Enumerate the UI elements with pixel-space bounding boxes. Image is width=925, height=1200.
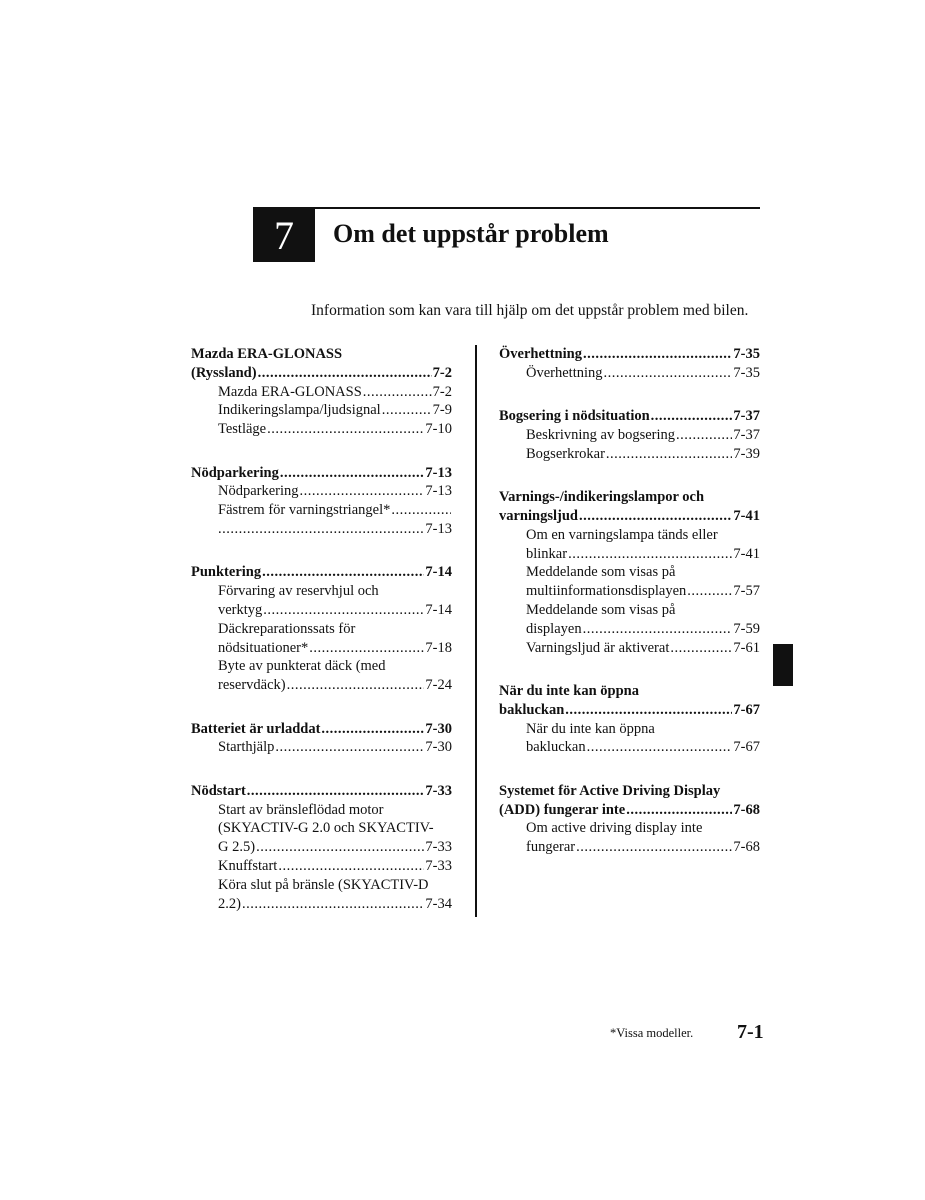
toc-section-baklucka bbox=[499, 682, 760, 757]
toc-right-column bbox=[499, 345, 760, 857]
toc-page-ref: 7-41 bbox=[733, 507, 760, 524]
toc-page-ref: 7-2 bbox=[432, 383, 452, 400]
toc-page-ref: 7-35 bbox=[733, 346, 760, 362]
toc-heading[interactable]: Mazda ERA-GLONASS bbox=[191, 346, 343, 362]
toc-heading-text: Nödstart bbox=[191, 782, 246, 799]
toc-entry-text: reservdäck) bbox=[218, 677, 286, 694]
toc-page-ref: 7-33 bbox=[425, 782, 452, 799]
toc-section-varningslampor bbox=[499, 488, 760, 657]
chapter-title: Om det uppstår problem bbox=[333, 219, 609, 248]
toc-page-ref: 7-30 bbox=[425, 720, 452, 737]
chapter-thumb-tab bbox=[773, 644, 793, 686]
toc-heading-text: Bogsering i nödsituation bbox=[499, 408, 650, 425]
toc-entry-text[interactable]: Om en varningslampa tänds eller bbox=[526, 526, 718, 543]
toc-entry-text: Bogserkrokar bbox=[526, 445, 605, 462]
toc-section-batteri bbox=[191, 720, 452, 758]
toc-entry[interactable] bbox=[191, 501, 452, 520]
toc-heading-text: bakluckan bbox=[499, 701, 565, 718]
toc-page-ref: 7-24 bbox=[425, 677, 452, 694]
toc-entry-text[interactable]: När du inte kan öppna bbox=[526, 720, 655, 737]
toc-entry-text: 2.2) bbox=[218, 895, 241, 912]
toc-entry-text[interactable]: Köra slut på bränsle (SKYACTIV-D bbox=[218, 876, 429, 893]
toc-entry-text: Testläge bbox=[218, 421, 267, 438]
toc-page-ref: 7-30 bbox=[425, 739, 452, 756]
toc-heading-text: Överhettning bbox=[499, 346, 582, 362]
toc-heading-text: Nödparkering bbox=[191, 464, 279, 481]
toc-entry-text: Nödparkering bbox=[218, 483, 299, 500]
toc-entry-text: Beskrivning av bogsering bbox=[526, 426, 676, 443]
toc-heading-text: (Ryssland) bbox=[191, 364, 257, 381]
toc-entry[interactable] bbox=[191, 895, 452, 914]
toc-heading-entry[interactable] bbox=[499, 345, 760, 364]
toc-entry-text: Varningsljud är aktiverat bbox=[526, 639, 670, 656]
toc-entry[interactable] bbox=[191, 838, 452, 857]
toc-entry-text: Indikeringslampa/ljudsignal bbox=[218, 402, 381, 419]
toc-entry-text: Överhettning bbox=[526, 364, 603, 381]
toc-entry-text: nödsituationer* bbox=[218, 639, 309, 656]
toc-entry[interactable] bbox=[191, 639, 452, 658]
toc-entry-text: Fästrem för varningstriangel* bbox=[218, 502, 391, 519]
toc-entry-text[interactable]: Förvaring av reservhjul och bbox=[218, 583, 379, 600]
toc-heading-entry[interactable] bbox=[499, 701, 760, 720]
toc-heading-entry[interactable] bbox=[191, 464, 452, 483]
toc-page-ref: 7-39 bbox=[733, 445, 760, 462]
toc-entry-text: verktyg bbox=[218, 601, 263, 618]
toc-entry-text: Mazda ERA-GLONASS bbox=[218, 383, 362, 400]
toc-entry[interactable] bbox=[499, 582, 760, 601]
toc-heading[interactable]: Varnings-/indikeringslampor och bbox=[499, 489, 705, 506]
toc-entry[interactable] bbox=[499, 639, 760, 658]
toc-heading-entry[interactable] bbox=[191, 782, 452, 801]
toc-entry-text: bakluckan bbox=[526, 739, 586, 756]
toc-page-ref: 7-34 bbox=[425, 895, 452, 912]
toc-entry-text[interactable]: Om active driving display inte bbox=[526, 820, 703, 837]
toc-heading-entry[interactable] bbox=[191, 364, 452, 383]
toc-heading-text: Punktering bbox=[191, 564, 262, 581]
toc-page-ref: 7-10 bbox=[425, 421, 452, 438]
toc-entry-text[interactable]: Meddelande som visas på bbox=[526, 601, 676, 618]
toc-entry-text[interactable]: Meddelande som visas på bbox=[526, 564, 676, 581]
toc-section-era-glonass bbox=[191, 345, 452, 439]
toc-heading-entry[interactable] bbox=[499, 407, 760, 426]
toc-page-ref: 7-67 bbox=[733, 739, 760, 756]
toc-heading-text: varningsljud bbox=[499, 507, 578, 524]
toc-section-nodparkering bbox=[191, 464, 452, 539]
toc-section-overhettning bbox=[499, 345, 760, 383]
toc-heading-text: Batteriet är urladdat bbox=[191, 720, 321, 737]
toc-entry-continuation[interactable] bbox=[191, 520, 452, 539]
toc-entry[interactable] bbox=[191, 383, 452, 402]
toc-entry[interactable] bbox=[191, 738, 452, 757]
toc-heading[interactable]: När du inte kan öppna bbox=[499, 682, 639, 699]
toc-entry[interactable] bbox=[499, 620, 760, 639]
toc-section-punktering bbox=[191, 563, 452, 695]
toc-entry[interactable] bbox=[499, 364, 760, 383]
chapter-intro: Information som kan vara till hjälp om det uppstår problem med bilen. bbox=[311, 302, 749, 319]
toc-page-ref: 7-33 bbox=[425, 839, 452, 856]
toc-page-ref: 7-35 bbox=[733, 364, 760, 381]
toc-entry[interactable] bbox=[191, 857, 452, 876]
toc-page-ref: 7-2 bbox=[432, 364, 452, 381]
toc-page-ref: 7-18 bbox=[425, 639, 452, 656]
footnote: *Vissa modeller. bbox=[610, 1026, 694, 1040]
toc-page-ref: 7-13 bbox=[425, 483, 452, 500]
toc-left-column bbox=[191, 345, 452, 913]
toc-entry-text: G 2.5) bbox=[218, 839, 256, 856]
toc-entry-text: multiinformationsdisplayen bbox=[526, 583, 687, 600]
toc-heading[interactable]: Systemet för Active Driving Display bbox=[499, 782, 721, 799]
toc-entry[interactable] bbox=[191, 401, 452, 420]
toc-entry-text: Knuffstart bbox=[218, 857, 278, 874]
toc-entry[interactable] bbox=[499, 445, 760, 464]
toc-entry-text: Starthjälp bbox=[218, 739, 275, 756]
toc-heading-entry[interactable] bbox=[191, 563, 452, 582]
toc-entry[interactable] bbox=[499, 426, 760, 445]
toc-entry-text[interactable]: (SKYACTIV-G 2.0 och SKYACTIV- bbox=[218, 820, 434, 837]
toc-section-nodstart bbox=[191, 782, 452, 914]
toc-entry-text: displayen bbox=[526, 620, 582, 637]
page-number: 7-1 bbox=[737, 1021, 764, 1043]
toc-page-ref: 7-37 bbox=[733, 426, 760, 443]
toc-entry[interactable] bbox=[499, 545, 760, 564]
toc-section-bogsering bbox=[499, 407, 760, 463]
toc-page-ref: 7-57 bbox=[733, 583, 760, 600]
toc-page-ref: 7-61 bbox=[733, 639, 760, 656]
toc-entry[interactable] bbox=[191, 676, 452, 695]
toc-entry-text[interactable]: Byte av punkterat däck (med bbox=[218, 658, 386, 675]
toc-heading-text: (ADD) fungerar inte bbox=[499, 801, 626, 818]
toc-page-ref: 7-37 bbox=[733, 408, 760, 425]
toc-entry-text[interactable]: Start av bränsleflödad motor bbox=[218, 801, 384, 818]
toc-page-ref: 7-14 bbox=[425, 564, 452, 581]
toc-page-ref: 7-33 bbox=[425, 857, 452, 874]
toc-page-ref: 7-13 bbox=[425, 464, 452, 481]
toc-entry-text: fungerar bbox=[526, 839, 576, 856]
toc-heading-entry[interactable] bbox=[499, 507, 760, 526]
toc-entry[interactable] bbox=[499, 838, 760, 857]
toc-heading-entry[interactable] bbox=[191, 720, 452, 739]
toc-page-ref: 7-67 bbox=[733, 701, 760, 718]
toc-entry[interactable] bbox=[499, 738, 760, 757]
column-divider bbox=[475, 345, 477, 917]
toc-section-add bbox=[499, 782, 760, 857]
toc-page-ref: 7-14 bbox=[425, 601, 452, 618]
toc-page-ref: 7-9 bbox=[432, 402, 452, 419]
toc-entry-text[interactable]: Däckreparationssats för bbox=[218, 620, 356, 637]
toc-page-ref: 7-68 bbox=[733, 839, 760, 856]
toc-page-ref: 7-68 bbox=[733, 801, 760, 818]
toc-page-ref: 7-41 bbox=[733, 545, 760, 562]
toc-page-ref: 7-13 bbox=[425, 520, 452, 537]
toc-heading-entry[interactable] bbox=[499, 801, 760, 820]
chapter-number-box: 7 bbox=[253, 209, 315, 262]
chapter-top-rule bbox=[253, 207, 760, 209]
toc-entry[interactable] bbox=[191, 601, 452, 620]
toc-page-ref: 7-59 bbox=[733, 620, 760, 637]
toc-entry[interactable] bbox=[191, 420, 452, 439]
toc-entry-text: blinkar bbox=[526, 545, 568, 562]
toc-entry[interactable] bbox=[191, 482, 452, 501]
